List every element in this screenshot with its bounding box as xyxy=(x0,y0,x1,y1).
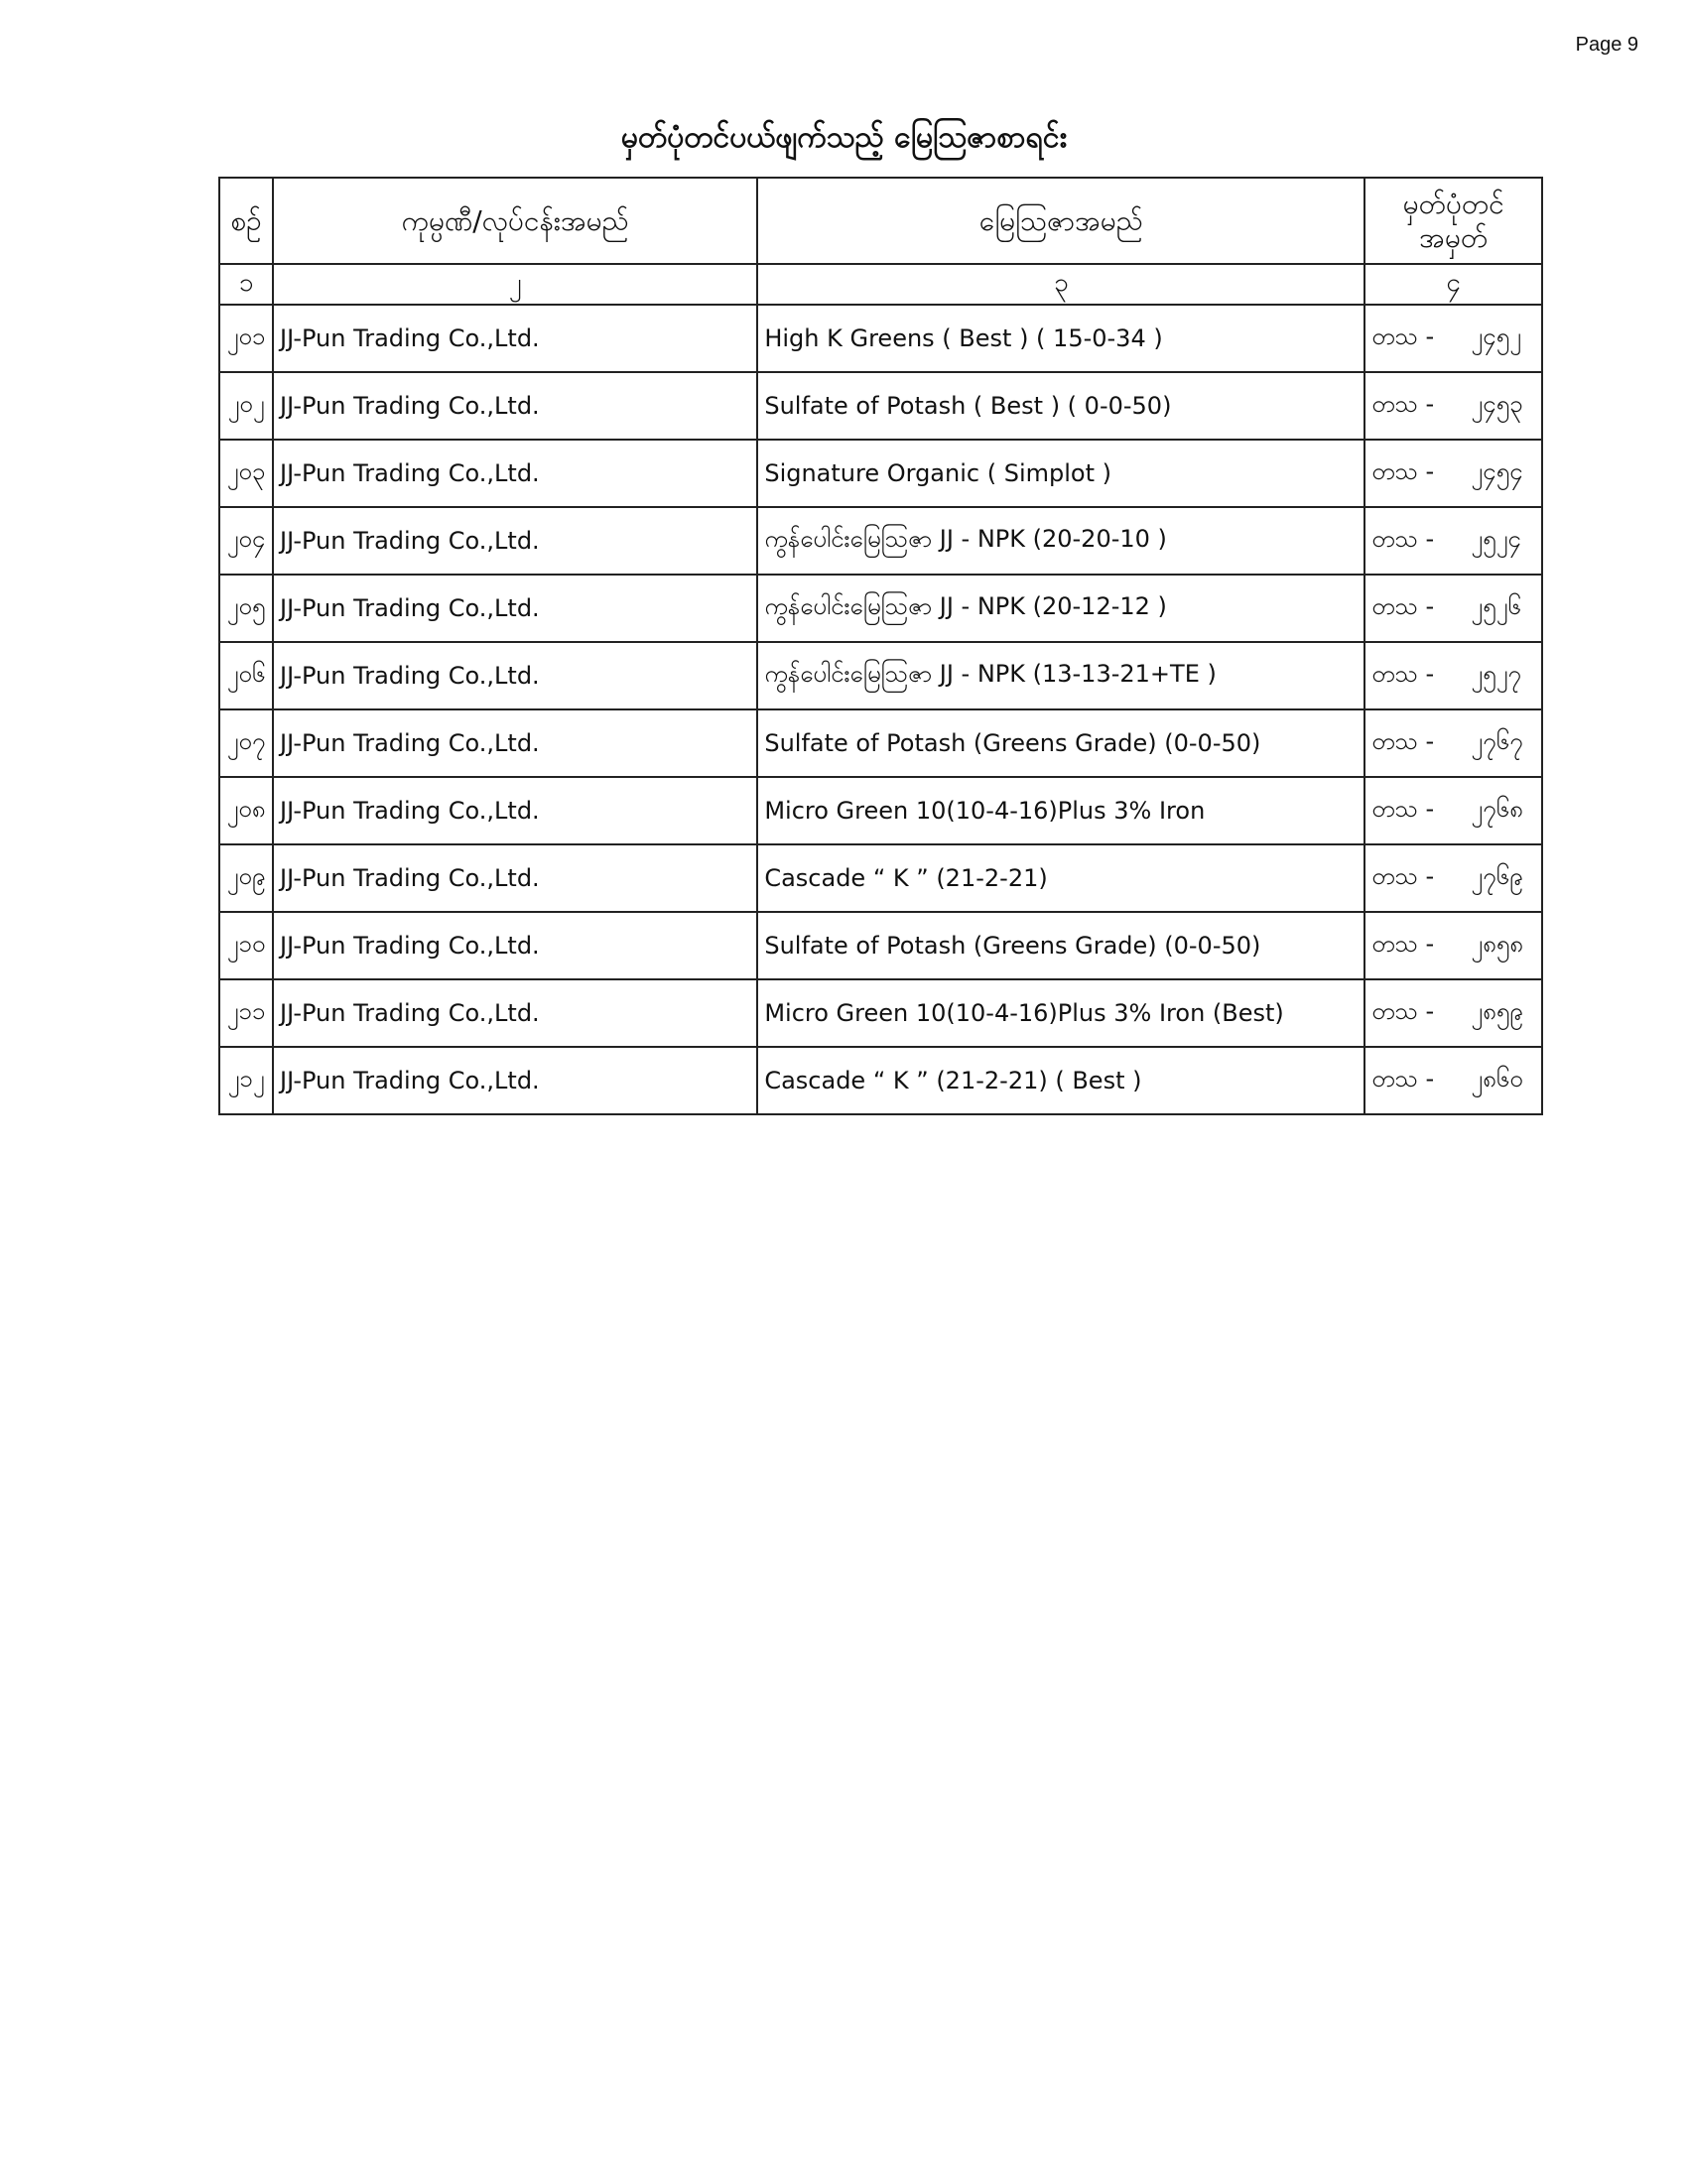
row-serial-no: ၂၀၈ xyxy=(219,777,273,844)
row-registration-no xyxy=(1364,912,1542,979)
row-serial-no: ၂၁၂ xyxy=(219,1047,273,1114)
registration-prefix: တသ - xyxy=(1371,592,1435,620)
table-row xyxy=(219,1047,1542,1114)
row-serial-no: ၂၀၅ xyxy=(219,575,273,642)
table-column-number-row xyxy=(219,264,1542,305)
row-serial-no: ၂၀၁ xyxy=(219,305,273,372)
header-company-name: ကုမ္ပဏီ/လုပ်ငန်းအမည် xyxy=(273,178,757,264)
table-row xyxy=(219,305,1542,372)
row-company-name: JJ-Pun Trading Co.,Ltd. xyxy=(273,912,757,979)
row-fertilizer-name: Micro Green 10(10-4-16)Plus 3% Iron (Best) xyxy=(757,979,1364,1047)
table-row xyxy=(219,507,1542,575)
registration-number: ၂၈၅၈ xyxy=(1471,930,1523,958)
table-row xyxy=(219,709,1542,777)
row-fertilizer-name: Cascade “ K ” (21-2-21) ( Best ) xyxy=(757,1047,1364,1114)
row-fertilizer-name: Sulfate of Potash ( Best ) ( 0-0-50) xyxy=(757,372,1364,440)
registration-prefix: တသ - xyxy=(1371,660,1435,688)
row-company-name: JJ-Pun Trading Co.,Ltd. xyxy=(273,575,757,642)
row-serial-no: ၂၁၀ xyxy=(219,912,273,979)
registration-number: ၂၄၅၃ xyxy=(1471,390,1523,418)
row-company-name: JJ-Pun Trading Co.,Ltd. xyxy=(273,305,757,372)
registration-prefix: တသ - xyxy=(1371,862,1435,890)
header-fertilizer-name: မြေဩဇာအမည် xyxy=(757,178,1364,264)
table-row xyxy=(219,575,1542,642)
registration-prefix: တသ - xyxy=(1371,390,1435,418)
table-row xyxy=(219,777,1542,844)
row-serial-no: ၂၁၁ xyxy=(219,979,273,1047)
row-serial-no: ၂၀၆ xyxy=(219,642,273,709)
registration-prefix: တသ - xyxy=(1371,1065,1435,1092)
table-row xyxy=(219,372,1542,440)
cancelled-fertilizer-table xyxy=(218,177,1543,1115)
row-fertilizer-name: Signature Organic ( Simplot ) xyxy=(757,440,1364,507)
row-registration-no xyxy=(1364,1047,1542,1114)
registration-number: ၂၈၅၉ xyxy=(1471,997,1523,1025)
row-fertilizer-name: Sulfate of Potash (Greens Grade) (0-0-50) xyxy=(757,709,1364,777)
row-fertilizer-name: ကွန်ပေါင်းမြေဩဇာ JJ - NPK (13-13-21+TE ) xyxy=(757,642,1364,709)
table-body xyxy=(219,305,1542,1114)
row-registration-no xyxy=(1364,575,1542,642)
row-company-name: JJ-Pun Trading Co.,Ltd. xyxy=(273,642,757,709)
row-registration-no xyxy=(1364,709,1542,777)
registration-number: ၂၈၆၀ xyxy=(1471,1065,1523,1092)
registration-number: ၂၇၆၉ xyxy=(1471,862,1523,890)
row-company-name: JJ-Pun Trading Co.,Ltd. xyxy=(273,507,757,575)
registration-number: ၂၄၅၄ xyxy=(1471,457,1523,485)
row-fertilizer-name: ကွန်ပေါင်းမြေဩဇာ JJ - NPK (20-20-10 ) xyxy=(757,507,1364,575)
column-number: ၄ xyxy=(1364,264,1542,305)
registration-number: ၂၅၂၆ xyxy=(1471,592,1521,620)
row-fertilizer-name: High K Greens ( Best ) ( 15-0-34 ) xyxy=(757,305,1364,372)
row-fertilizer-name: ကွန်ပေါင်းမြေဩဇာ JJ - NPK (20-12-12 ) xyxy=(757,575,1364,642)
row-fertilizer-name: Sulfate of Potash (Greens Grade) (0-0-50) xyxy=(757,912,1364,979)
registration-prefix: တသ - xyxy=(1371,930,1435,958)
row-serial-no: ၂၀၂ xyxy=(219,372,273,440)
registration-number: ၂၇၆၈ xyxy=(1471,795,1523,823)
row-serial-no: ၂၀၇ xyxy=(219,709,273,777)
registration-number: ၂၅၂၇ xyxy=(1471,660,1521,688)
row-serial-no: ၂၀၄ xyxy=(219,507,273,575)
row-company-name: JJ-Pun Trading Co.,Ltd. xyxy=(273,777,757,844)
row-company-name: JJ-Pun Trading Co.,Ltd. xyxy=(273,844,757,912)
row-fertilizer-name: Cascade “ K ” (21-2-21) xyxy=(757,844,1364,912)
row-registration-no xyxy=(1364,372,1542,440)
registration-prefix: တသ - xyxy=(1371,457,1435,485)
table-row xyxy=(219,844,1542,912)
column-number: ၂ xyxy=(273,264,757,305)
registration-prefix: တသ - xyxy=(1371,525,1435,553)
row-company-name: JJ-Pun Trading Co.,Ltd. xyxy=(273,372,757,440)
row-registration-no xyxy=(1364,777,1542,844)
document-title: မှတ်ပုံတင်ပယ်ဖျက်သည့် မြေဩဇာစာရင်း xyxy=(620,120,1068,155)
header-registration-no: မှတ်ပုံတင် အမှတ် xyxy=(1364,178,1542,264)
row-company-name: JJ-Pun Trading Co.,Ltd. xyxy=(273,709,757,777)
registration-number: ၂၇၆၇ xyxy=(1471,727,1523,755)
registration-prefix: တသ - xyxy=(1371,997,1435,1025)
column-number: ၁ xyxy=(219,264,273,305)
registration-prefix: တသ - xyxy=(1371,322,1435,350)
row-registration-no xyxy=(1364,440,1542,507)
header-serial-no: စဉ် xyxy=(219,178,273,264)
row-company-name: JJ-Pun Trading Co.,Ltd. xyxy=(273,979,757,1047)
registration-number: ၂၄၅၂ xyxy=(1471,322,1521,350)
row-company-name: JJ-Pun Trading Co.,Ltd. xyxy=(273,440,757,507)
table-row xyxy=(219,440,1542,507)
table-row xyxy=(219,979,1542,1047)
row-registration-no xyxy=(1364,844,1542,912)
row-serial-no: ၂၀၃ xyxy=(219,440,273,507)
row-fertilizer-name: Micro Green 10(10-4-16)Plus 3% Iron xyxy=(757,777,1364,844)
row-registration-no xyxy=(1364,979,1542,1047)
row-serial-no: ၂၀၉ xyxy=(219,844,273,912)
registration-prefix: တသ - xyxy=(1371,727,1435,755)
row-registration-no xyxy=(1364,507,1542,575)
registration-number: ၂၅၂၄ xyxy=(1471,525,1521,553)
table-row xyxy=(219,912,1542,979)
registration-prefix: တသ - xyxy=(1371,795,1435,823)
page-number: Page 9 xyxy=(1575,34,1638,56)
row-registration-no xyxy=(1364,305,1542,372)
row-registration-no xyxy=(1364,642,1542,709)
table-header-row xyxy=(219,178,1542,264)
row-company-name: JJ-Pun Trading Co.,Ltd. xyxy=(273,1047,757,1114)
table-row xyxy=(219,642,1542,709)
column-number: ၃ xyxy=(757,264,1364,305)
